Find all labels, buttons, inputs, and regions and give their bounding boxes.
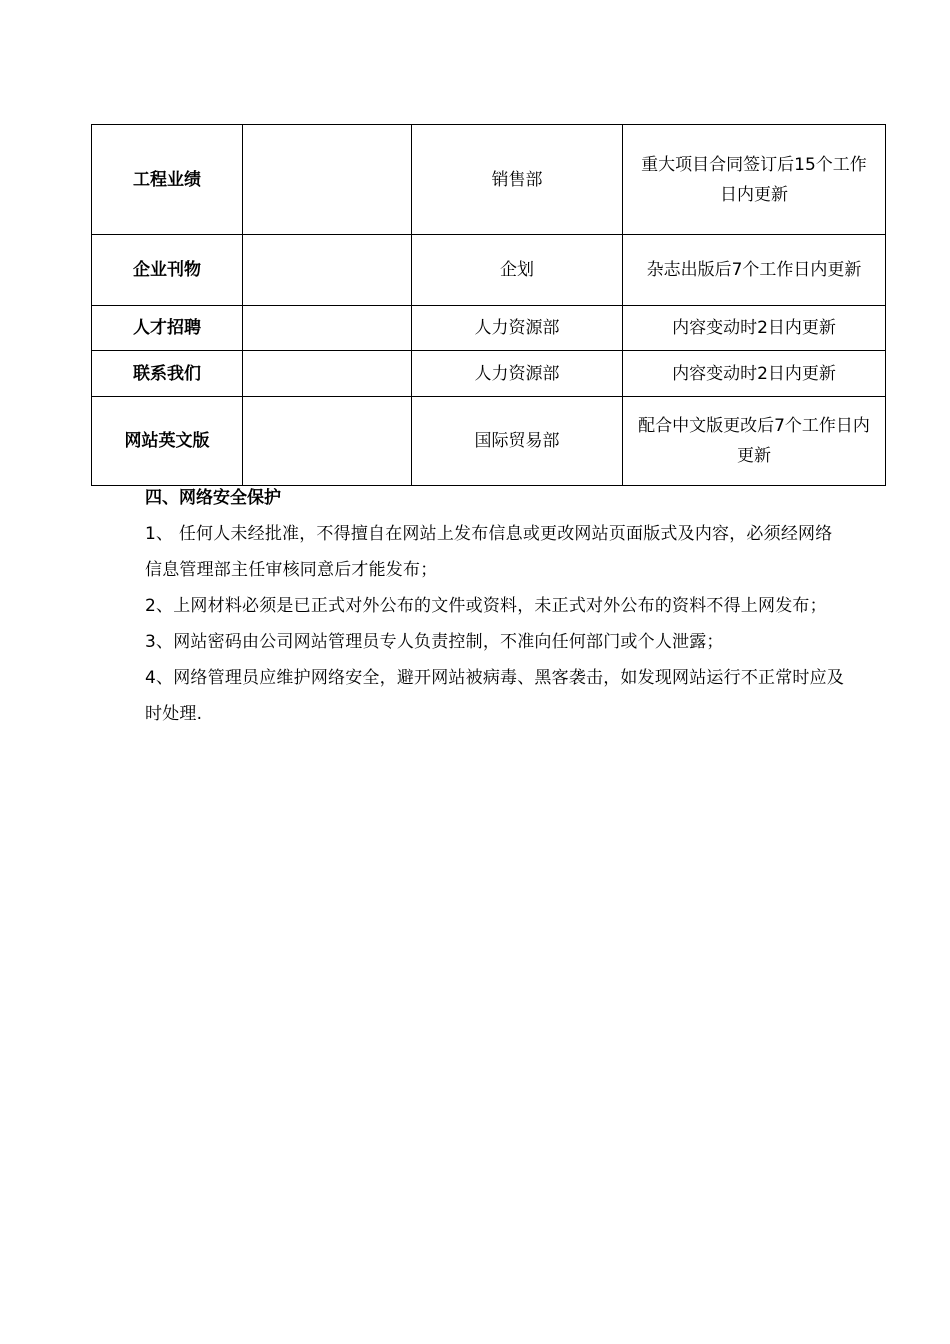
department-cell: 人力资源部 [412, 306, 623, 351]
update-rule-cell: 杂志出版后7个工作日内更新 [623, 235, 886, 306]
table-row [92, 125, 886, 235]
list-item: 2、上网材料必须是已正式对外公布的文件或资料，未正式对外公布的资料不得上网发布； [145, 596, 827, 616]
column-name-cell: 人才招聘 [92, 306, 243, 351]
info-cell [243, 397, 412, 486]
update-rule-cell: 配合中文版更改后7个工作日内更新 [623, 397, 886, 486]
column-name-cell: 企业刊物 [92, 235, 243, 306]
table-row [92, 351, 886, 397]
list-item: 4、网络管理员应维护网络安全，避开网站被病毒、黑客袭击，如发现网站运行不正常时应及时处理. [145, 668, 845, 724]
department-cell: 国际贸易部 [412, 397, 623, 486]
section-heading: 四、网络安全保护 [145, 488, 281, 508]
update-rule-cell: 内容变动时2日内更新 [623, 351, 886, 397]
info-cell [243, 306, 412, 351]
column-name-cell: 联系我们 [92, 351, 243, 397]
list-item: 3、网站密码由公司网站管理员专人负责控制，不准向任何部门或个人泄露； [145, 632, 724, 652]
department-cell: 销售部 [412, 125, 623, 235]
department-cell: 人力资源部 [412, 351, 623, 397]
info-cell [243, 235, 412, 306]
update-schedule-table [91, 124, 886, 486]
department-cell: 企划 [412, 235, 623, 306]
table-row [92, 306, 886, 351]
update-rule-cell: 重大项目合同签订后15个工作日内更新 [623, 125, 886, 235]
column-name-cell: 网站英文版 [92, 397, 243, 486]
table-row [92, 397, 886, 486]
list-item: 1、 任何人未经批准，不得擅自在网站上发布信息或更改网站页面版式及内容，必须经网络信息管理部主任审核同意后才能发布； [145, 524, 833, 580]
info-cell [243, 351, 412, 397]
column-name-cell: 工程业绩 [92, 125, 243, 235]
table-row [92, 235, 886, 306]
info-cell [243, 125, 412, 235]
network-security-section [145, 486, 845, 732]
update-rule-cell: 内容变动时2日内更新 [623, 306, 886, 351]
